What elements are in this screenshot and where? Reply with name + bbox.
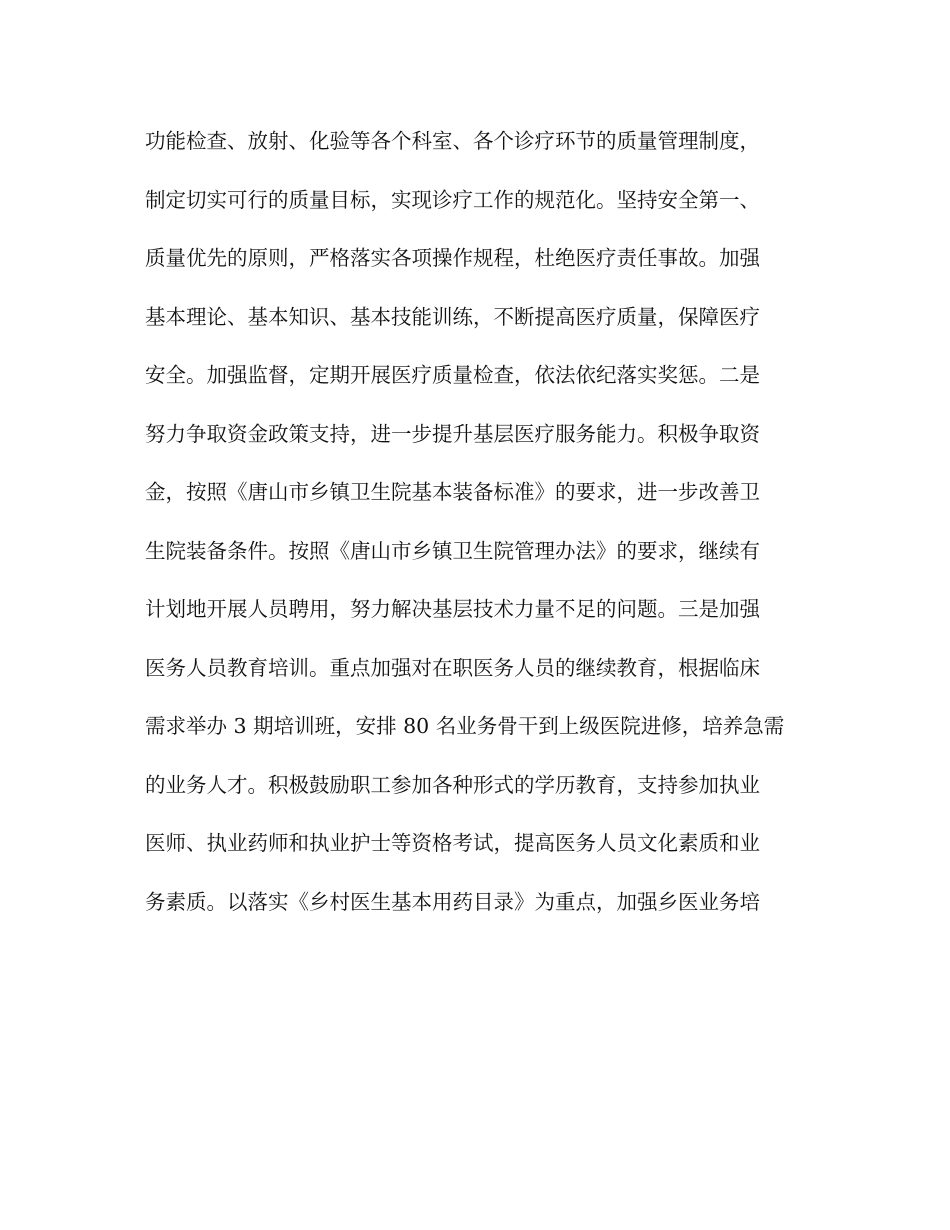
text-line-1: 功能检查、放射、化验等各个科室、各个诊疗环节的质量管理制度， — [145, 129, 760, 153]
text-line-9: 计划地开展人员聘用，努力解决基层技术力量不足的问题。三是加强 — [145, 597, 760, 621]
body-text — [145, 124, 815, 943]
text-line-8: 生院装备条件。按照《唐山市乡镇卫生院管理办法》的要求，继续有 — [145, 538, 760, 563]
text-line-4: 基本理论、基本知识、基本技能训练，不断提高医疗质量，保障医疗 — [145, 304, 760, 329]
text-line-10: 医务人员教育培训。重点加强对在职医务人员的继续教育，根据临床 — [145, 655, 760, 680]
text-line-5: 安全。加强监督，定期开展医疗质量检查，依法依纪落实奖惩。二是 — [145, 363, 760, 387]
text-line-2: 制定切实可行的质量目标，实现诊疗工作的规范化。坚持安全第一、 — [145, 187, 760, 212]
text-line-13: 医师、执业药师和执业护士等资格考试，提高医务人员文化素质和业 — [145, 831, 760, 855]
text-line-14: 务素质。以落实《乡村医生基本用药目录》为重点，加强乡医业务培 — [145, 889, 760, 914]
text-line-6: 努力争取资金政策支持，进一步提升基层医疗服务能力。积极争取资 — [145, 421, 760, 446]
text-line-7: 金，按照《唐山市乡镇卫生院基本装备标准》的要求，进一步改善卫 — [145, 480, 760, 504]
text-line-11: 需求举办 3 期培训班，安排 80 名业务骨干到上级医院进修，培养急需 — [145, 714, 785, 738]
text-line-12: 的业务人才。积极鼓励职工参加各种形式的学历教育，支持参加执业 — [145, 772, 760, 797]
text-line-3: 质量优先的原则，严格落实各项操作规程，杜绝医疗责任事故。加强 — [145, 246, 760, 270]
